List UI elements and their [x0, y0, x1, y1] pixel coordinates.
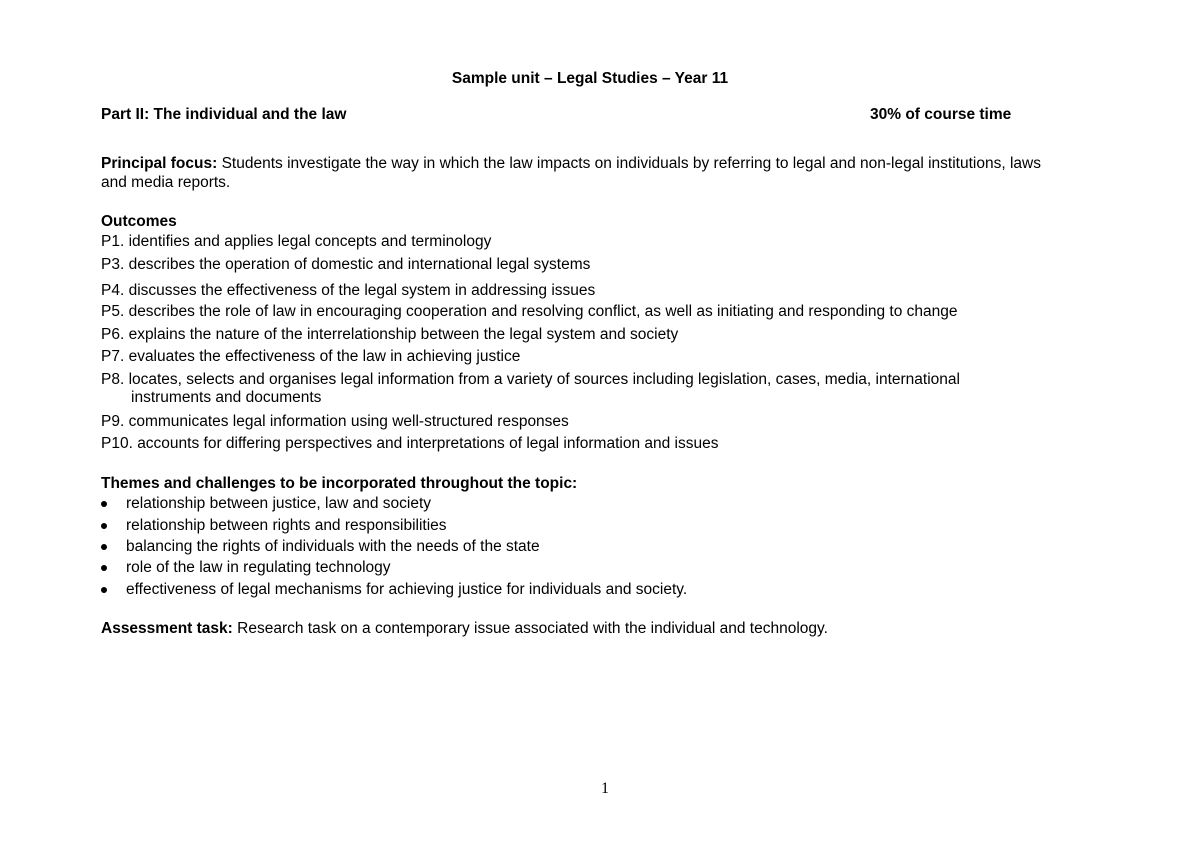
- theme-text: effectiveness of legal mechanisms for achieving justice for individuals and society.: [126, 581, 688, 598]
- outcome-item: [101, 413, 1061, 431]
- outcome-item: [101, 233, 1061, 251]
- themes-heading: Themes and challenges to be incorporated throughout the topic:: [101, 475, 578, 492]
- assessment-label: Assessment task:: [101, 620, 233, 637]
- outcome-item: [101, 303, 1061, 321]
- bullet-icon: [101, 565, 107, 571]
- outcome-item: [101, 256, 1061, 274]
- outcome-text: P7. evaluates the effectiveness of the law in achieving justice: [101, 348, 521, 365]
- outcome-text: P1. identifies and applies legal concepts and terminology: [101, 233, 492, 250]
- outcome-item: [101, 326, 1061, 344]
- part-label: Part II: The individual and the law: [101, 106, 347, 123]
- outcome-text: P5. describes the role of law in encouraging cooperation and resolving conflict, as well as initiating and responding to change: [101, 303, 958, 320]
- theme-text: balancing the rights of individuals with the needs of the state: [126, 538, 540, 555]
- outcome-text: P4. discusses the effectiveness of the legal system in addressing issues: [101, 282, 596, 299]
- outcome-text-continuation: instruments and documents: [131, 389, 322, 406]
- assessment-task: [101, 619, 1061, 638]
- principal-focus-label: Principal focus:: [101, 155, 218, 172]
- course-time: 30% of course time: [870, 106, 1012, 123]
- outcome-text: P3. describes the operation of domestic and international legal systems: [101, 256, 591, 273]
- outcome-item: [101, 371, 1061, 407]
- theme-text: relationship between justice, law and society: [126, 495, 432, 512]
- outcome-text: P6. explains the nature of the interrelationship between the legal system and society: [101, 326, 679, 343]
- principal-focus: [101, 154, 1061, 192]
- bullet-icon: [101, 501, 107, 507]
- assessment-text: Research task on a contemporary issue associated with the individual and technology.: [232, 620, 828, 637]
- bullet-icon: [101, 587, 107, 593]
- theme-text: role of the law in regulating technology: [126, 559, 391, 576]
- outcome-item: [101, 348, 1061, 366]
- bullet-icon: [101, 544, 107, 550]
- principal-focus-text: Students investigate the way in which the law impacts on individuals by referring to legal and non-legal institutions, laws and media reports.: [101, 155, 1041, 191]
- theme-text: relationship between rights and responsibilities: [126, 517, 447, 534]
- outcome-item: [101, 282, 1061, 300]
- outcome-text: P8. locates, selects and organises legal information from a variety of sources including legislation, cases, media, international: [101, 371, 960, 388]
- bullet-icon: [101, 523, 107, 529]
- page-number: 1: [601, 780, 609, 797]
- outcome-item: [101, 435, 1061, 453]
- outcomes-heading: Outcomes: [101, 213, 177, 230]
- document-title: Sample unit – Legal Studies – Year 11: [451, 70, 729, 87]
- outcome-text: P9. communicates legal information using well-structured responses: [101, 413, 569, 430]
- outcome-text: P10. accounts for differing perspectives and interpretations of legal information and issues: [101, 435, 719, 452]
